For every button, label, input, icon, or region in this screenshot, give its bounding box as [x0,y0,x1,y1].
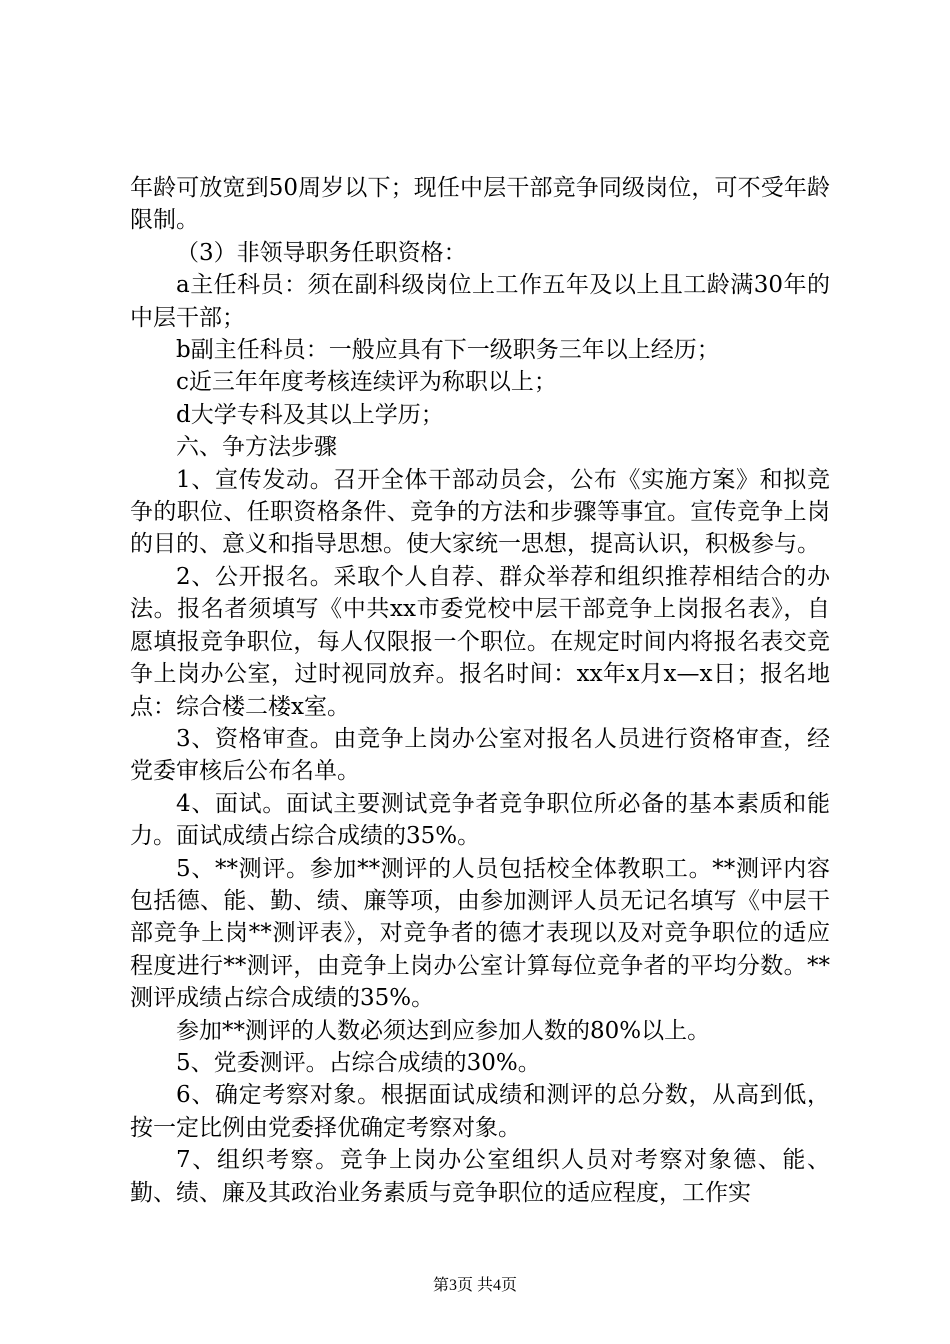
paragraph: （3）非领导职务任职资格： [176,239,467,266]
paragraph: 1、宣传发动。召开全体干部动员会，公布《实施方案》和拟竞争的职位、任职资格条件、竞争的方法和步骤等事宜。宣传竞争上岗的目的、意义和指导思想。使大家统一思想，提高认识，积极参与。 [130,466,830,558]
paragraph: 6、确定考察对象。根据面试成绩和测评的总分数，从高到低，按一定比例由党委择优确定考察对象。 [130,1082,830,1141]
paragraph: 参加**测评的人数必须达到应参加人数的80%以上。 [176,1017,711,1044]
paragraph: 六、争方法步骤 [176,434,337,461]
paragraph: 5、党委测评。占综合成绩的30%。 [176,1049,541,1076]
paragraph: c近三年年度考核连续评为称职以上； [176,369,557,396]
paragraph: a主任科员：须在副科级岗位上工作五年及以上且工龄满30年的中层干部； [130,272,830,331]
paragraph: b副主任科员：一般应具有下一级职务三年以上经历； [176,337,720,364]
document-body [130,172,830,1209]
page-footer: 第3页 共4页 [432,1277,517,1294]
paragraph: 年龄可放宽到50周岁以下；现任中层干部竞争同级岗位，可不受年龄限制。 [130,175,830,234]
paragraph: d大学专科及其以上学历； [176,401,444,428]
paragraph: 5、**测评。参加**测评的人员包括校全体教职工。**测评内容包括德、能、勤、绩、廉等项，由参加测评人员无记名填写《中层干部竞争上岗**测评表》，对竞争者的德才表现以及对竞争职位的适应程度进行**测评，由竞争上岗办公室计算每位竞争者的平均分数。**测评成绩占综合成绩的35%。 [130,855,830,1012]
paragraph: 3、资格审查。由竞争上岗办公室对报名人员进行资格审查，经党委审核后公布名单。 [130,725,830,785]
paragraph: 4、面试。面试主要测试竞争者竞争职位所必备的基本素质和能力。面试成绩占综合成绩的35%。 [130,790,830,850]
paragraph: 7、组织考察。竞争上岗办公室组织人员对考察对象德、能、勤、绩、廉及其政治业务素质与竞争职位的适应程度，工作实 [130,1147,830,1206]
paragraph: 2、公开报名。采取个人自荐、群众举荐和组织推荐相结合的办法。报名者须填写《中共xx市委党校中层干部竞争上岗报名表》，自愿填报竞争职位，每人仅限报一个职位。在规定时间内将报名表交竞争上岗办公室，过时视同放弃。报名时间：xx年x月x—x日；报名地点：综合楼二楼x室。 [130,563,830,720]
